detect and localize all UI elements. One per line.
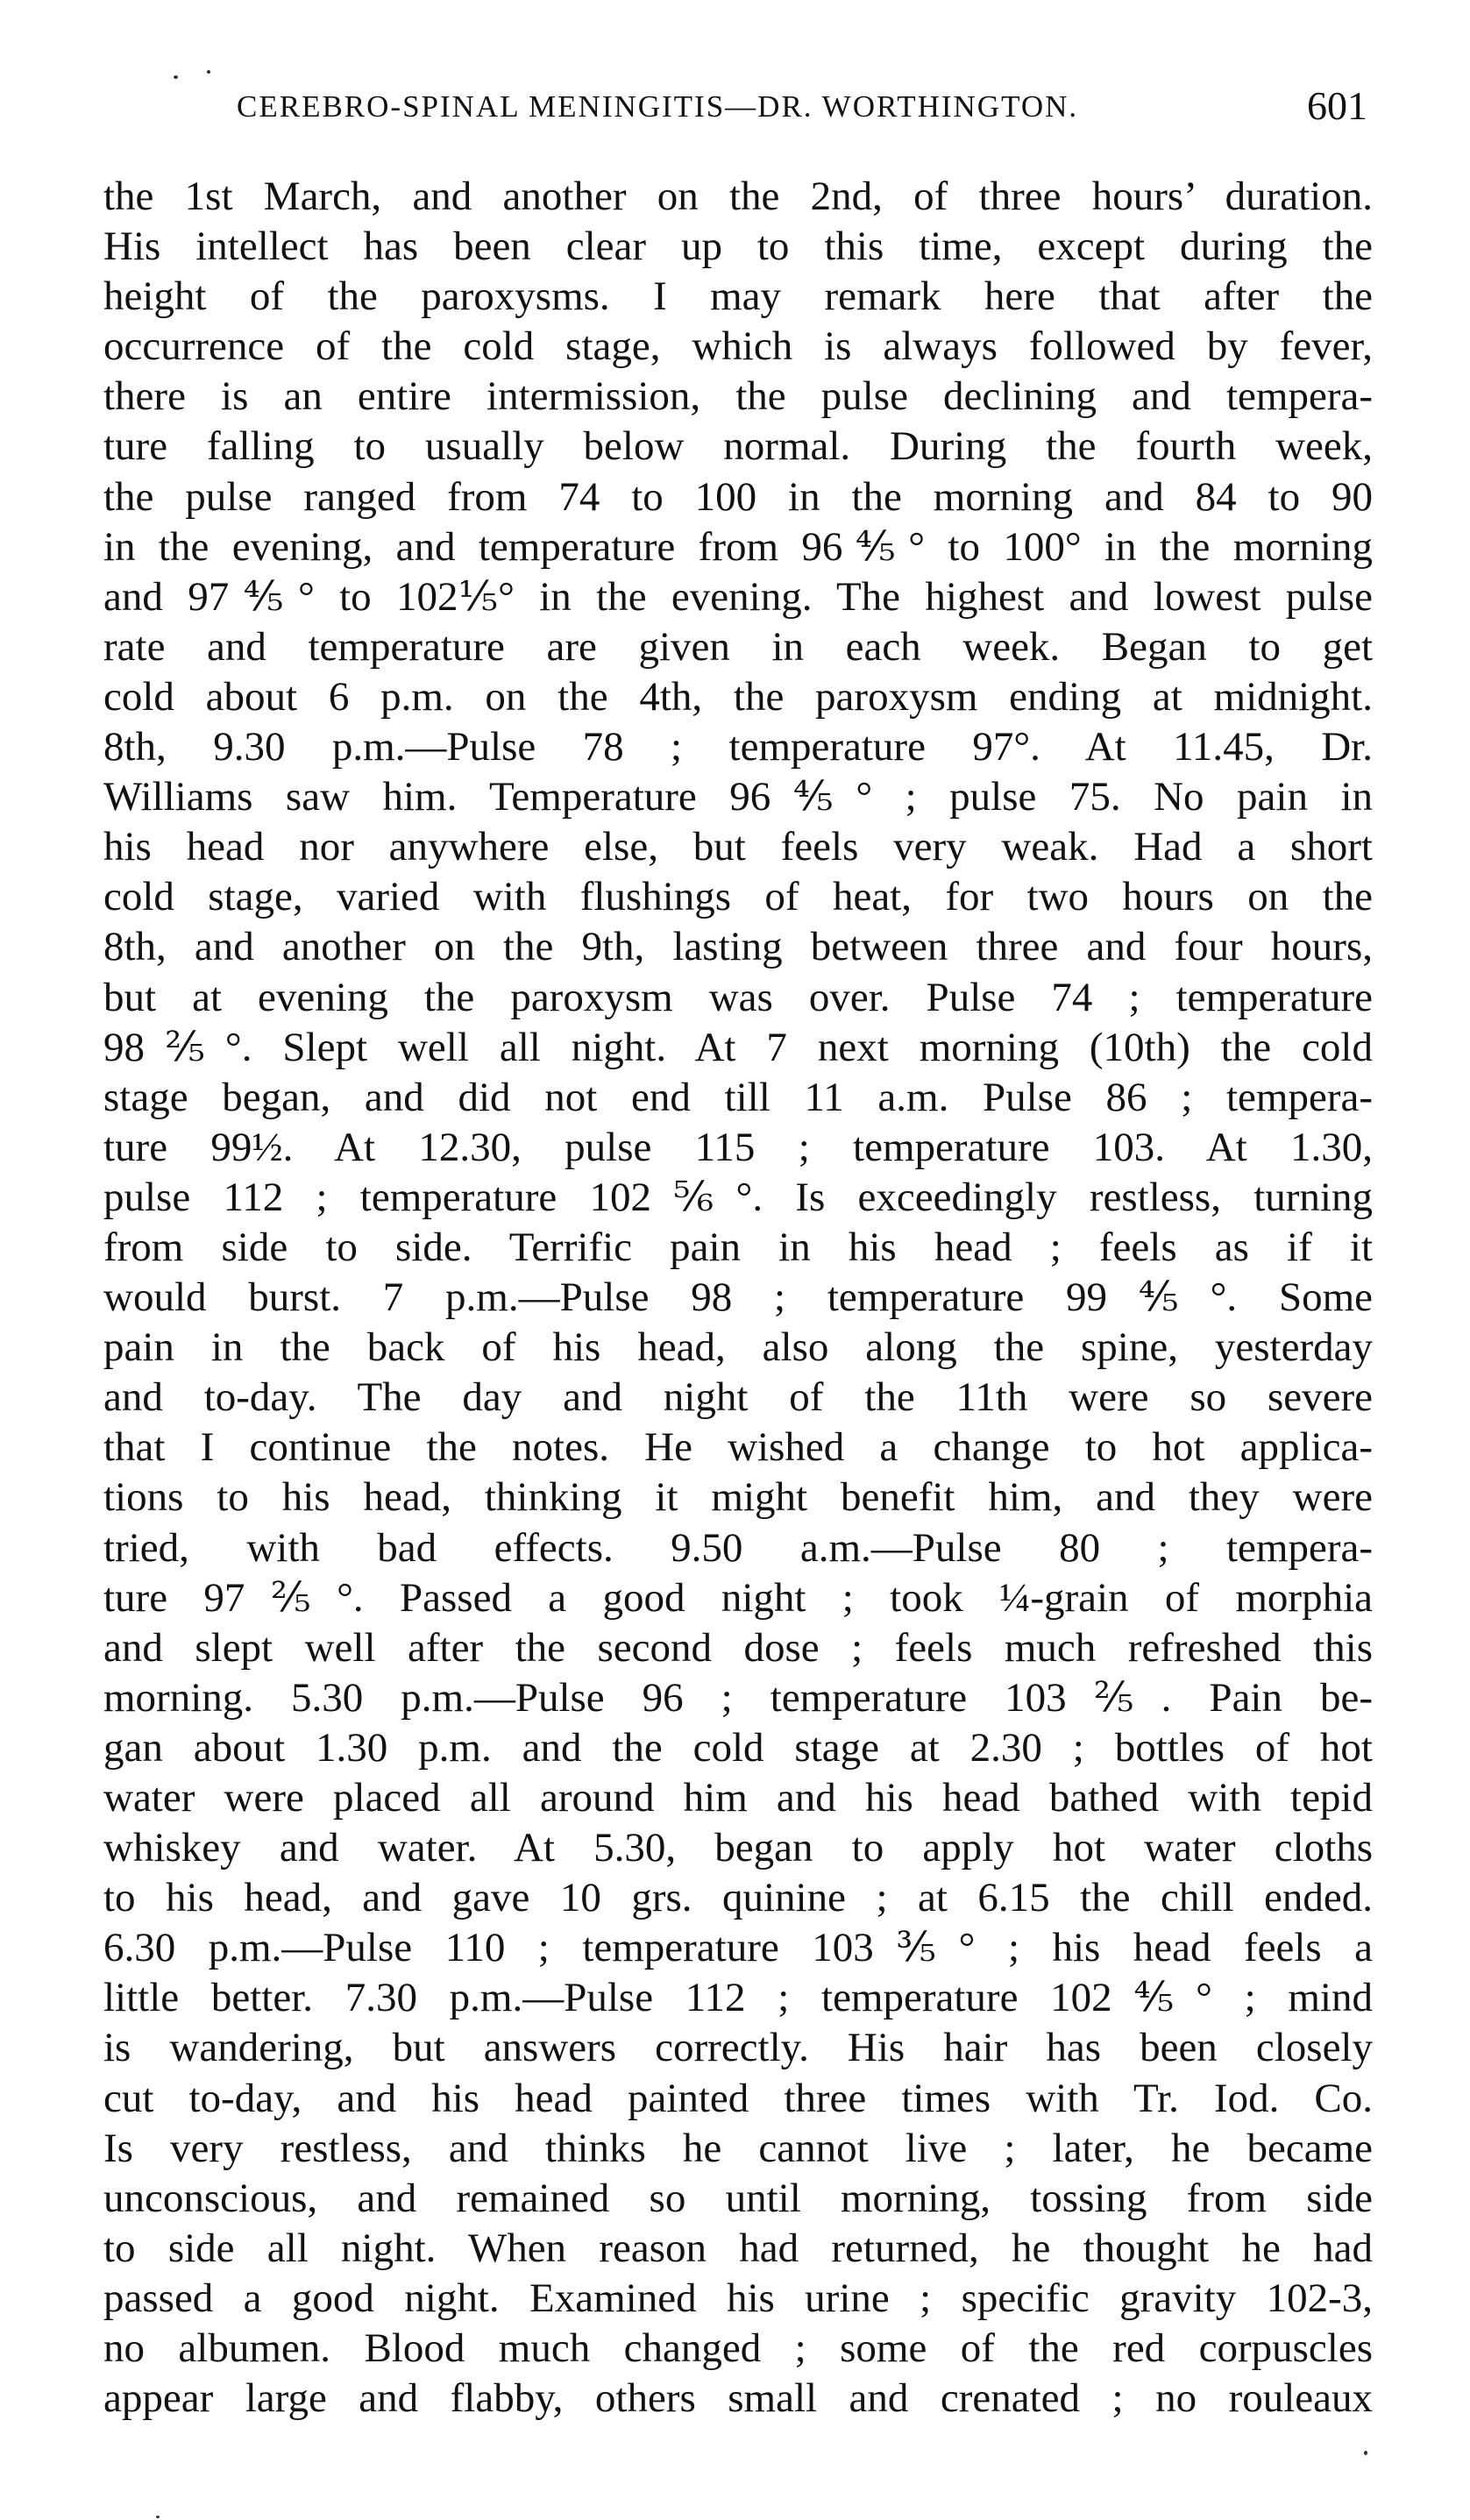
page-number: 601 [1307, 83, 1367, 128]
text-line: rate and temperature are given in each week. Began to get [103, 623, 1373, 670]
text-line: stage began, and did not end till 11 a.m. Pulse 86 ; tempera- [103, 1074, 1373, 1120]
text-line: but at evening the paroxysm was over. Pulse 74 ; temperature [103, 974, 1373, 1020]
running-head [105, 81, 1367, 133]
scan-speck [1364, 2451, 1367, 2455]
text-line: occurrence of the cold stage, which is always followed by fever, [103, 323, 1373, 370]
text-line: his head nor anywhere else, but feels very weak. Had a short [103, 824, 1373, 870]
text-line: to his head, and gave 10 grs. quinine ; at 6.15 the chill ended. [103, 1875, 1373, 1921]
text-line: 8th, 9.30 p.m.—Pulse 78 ; temperature 97°. At 11.45, Dr. [103, 724, 1373, 770]
text-line: ture falling to usually below normal. During the fourth week, [103, 423, 1373, 470]
text-line: passed a good night. Examined his urine ; specific gravity 102-3, [103, 2275, 1373, 2321]
text-line: there is an entire intermission, the pulse declining and tempera- [103, 373, 1373, 420]
scan-speck [207, 70, 210, 74]
text-line: the pulse ranged from 74 to 100 in the morning and 84 to 90 [103, 473, 1373, 520]
text-line: tried, with bad effects. 9.50 a.m.—Pulse 80 ; tempera- [103, 1524, 1373, 1571]
text-line: and 97⅘° to 102⅕° in the evening. The highest and lowest pulse [103, 573, 1373, 620]
text-line: 8th, and another on the 9th, lasting between three and four hours, [103, 924, 1373, 970]
scan-speck [174, 75, 178, 79]
text-line: would burst. 7 p.m.—Pulse 98 ; temperature 99⅘°. Some [103, 1274, 1373, 1321]
text-line: ture 99½. At 12.30, pulse 115 ; temperature 103. At 1.30, [103, 1124, 1373, 1170]
text-line: is wandering, but answers correctly. His hair has been closely [103, 2025, 1373, 2071]
text-line: ture 97⅖°. Passed a good night ; took ¼-grain of morphia [103, 1574, 1373, 1621]
text-line: Is very restless, and thinks he cannot live ; later, he became [103, 2125, 1373, 2171]
body-text [103, 172, 1373, 2424]
text-line: little better. 7.30 p.m.—Pulse 112 ; temperature 102⅘° ; mind [103, 1975, 1373, 2021]
text-line: 98⅖°. Slept well all night. At 7 next morning (10th) the cold [103, 1024, 1373, 1070]
text-line: pulse 112 ; temperature 102⅚°. Is exceedingly restless, turning [103, 1174, 1373, 1220]
text-line: and to-day. The day and night of the 11th were so severe [103, 1374, 1373, 1421]
text-line: cold stage, varied with flushings of heat, for two hours on the [103, 874, 1373, 920]
scan-speck [156, 2516, 160, 2518]
text-line: cold about 6 p.m. on the 4th, the paroxysm ending at midnight. [103, 673, 1373, 720]
text-line: gan about 1.30 p.m. and the cold stage at 2.30 ; bottles of hot [103, 1724, 1373, 1771]
text-line: morning. 5.30 p.m.—Pulse 96 ; temperature 103⅖. Pain be- [103, 1674, 1373, 1721]
text-line: water were placed all around him and his head bathed with tepid [103, 1775, 1373, 1821]
text-line: that I continue the notes. He wished a change to hot applica- [103, 1424, 1373, 1471]
text-line: tions to his head, thinking it might benefit him, and they were [103, 1474, 1373, 1521]
text-line: in the evening, and temperature from 96⅘° to 100° in the morning [103, 523, 1373, 570]
text-line: from side to side. Terrific pain in his head ; feels as if it [103, 1224, 1373, 1270]
text-line: appear large and flabby, others small and crenated ; no rouleaux [103, 2375, 1373, 2422]
text-line: to side all night. When reason had returned, he thought he had [103, 2225, 1373, 2271]
text-line: whiskey and water. At 5.30, began to apply hot water cloths [103, 1825, 1373, 1871]
running-title: CEREBRO-SPINAL MENINGITIS—DR. WORTHINGTON. [237, 89, 1079, 124]
text-line: pain in the back of his head, also along the spine, yesterday [103, 1324, 1373, 1371]
text-line: no albumen. Blood much changed ; some of the red corpuscles [103, 2325, 1373, 2372]
text-line: and slept well after the second dose ; feels much refreshed this [103, 1624, 1373, 1671]
text-line: height of the paroxysms. I may remark here that after the [103, 273, 1373, 320]
text-line: 6.30 p.m.—Pulse 110 ; temperature 103⅗° ; his head feels a [103, 1925, 1373, 1971]
text-line: Williams saw him. Temperature 96⅘° ; pulse 75. No pain in [103, 774, 1373, 820]
text-line: unconscious, and remained so until morning, tossing from side [103, 2175, 1373, 2221]
text-line: His intellect has been clear up to this time, except during the [103, 224, 1373, 270]
text-line: the 1st March, and another on the 2nd, of three hours’ duration. [103, 174, 1373, 219]
text-line: cut to-day, and his head painted three times with Tr. Iod. Co. [103, 2075, 1373, 2121]
